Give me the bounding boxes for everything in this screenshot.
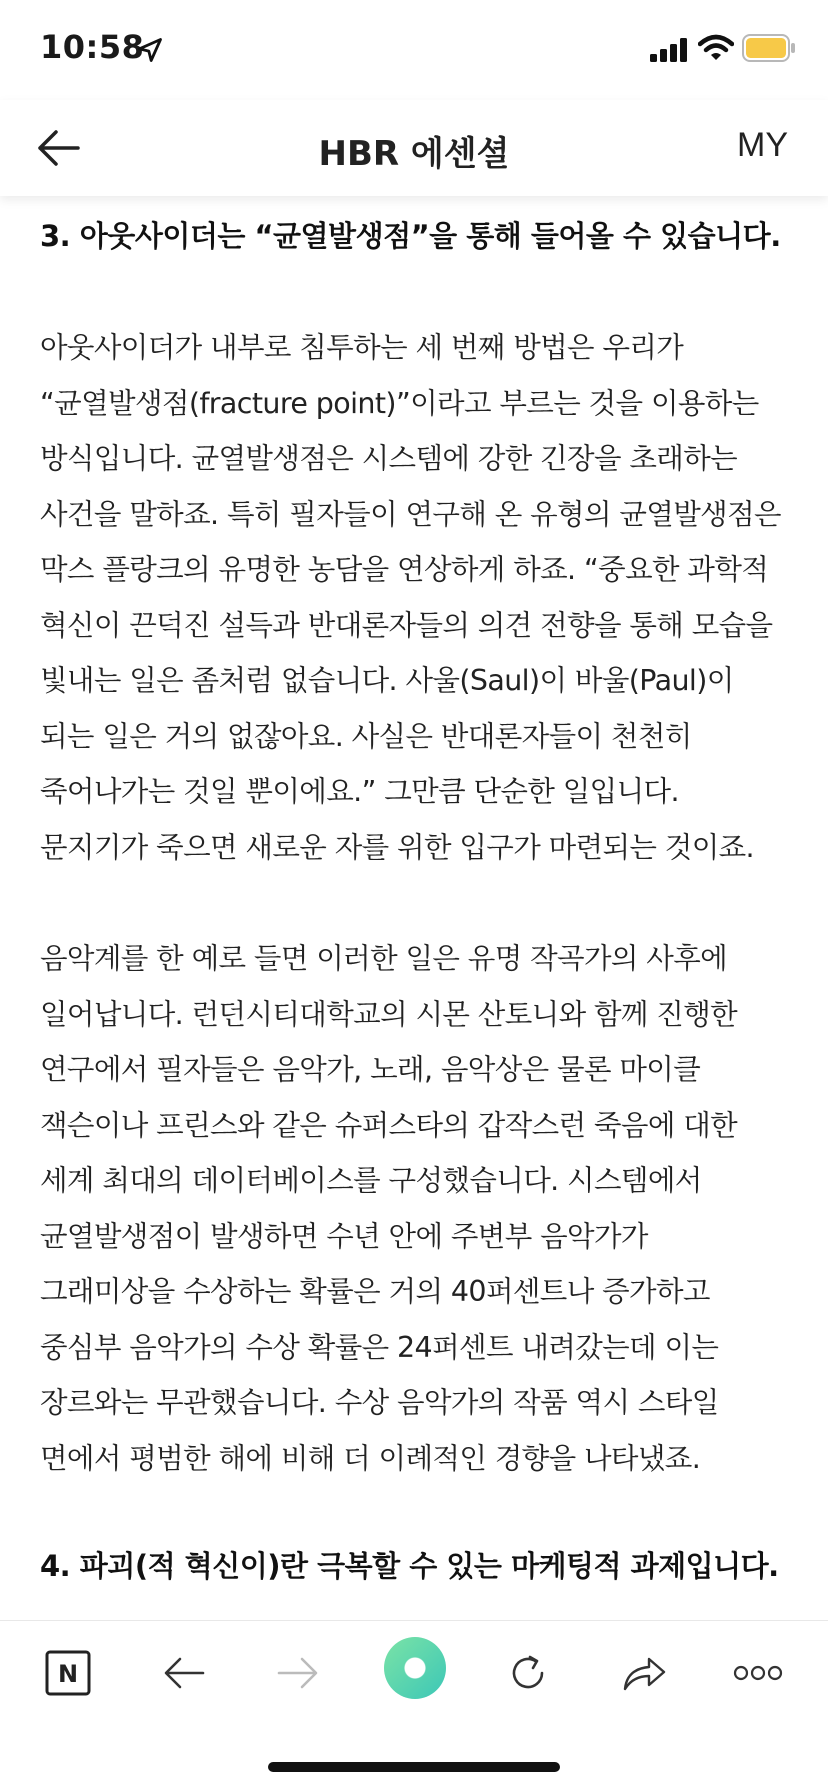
- refresh-button[interactable]: [502, 1647, 554, 1699]
- more-dots-icon: [733, 1663, 783, 1683]
- nav-bar: [0, 100, 828, 196]
- section-heading-4: 4. 파괴(적 혁신이)란 극복할 수 있는 마케팅적 과제입니다.: [40, 1549, 779, 1583]
- naver-n-icon: [45, 1650, 91, 1696]
- article-content: [0, 196, 828, 1620]
- wifi-icon: [698, 34, 734, 62]
- my-button[interactable]: MY: [737, 126, 788, 164]
- forward-arrow-icon: [277, 1656, 319, 1690]
- refresh-icon: [506, 1651, 550, 1695]
- page-title: HBR 에센셜: [318, 134, 510, 174]
- status-time: 10:58: [40, 28, 145, 66]
- share-button[interactable]: [618, 1647, 670, 1699]
- status-bar: [0, 0, 828, 100]
- home-green-dot-button[interactable]: [384, 1637, 446, 1699]
- signal-icon: [650, 38, 690, 62]
- section-heading-3: 3. 아웃사이더는 “균열발생점”을 통해 들어올 수 있습니다.: [40, 219, 781, 253]
- naver-n-label: N: [57, 1660, 79, 1688]
- bottom-toolbar: [0, 1620, 828, 1720]
- more-button[interactable]: [732, 1647, 784, 1699]
- naver-home-button[interactable]: [42, 1647, 94, 1699]
- home-indicator: [268, 1762, 560, 1772]
- battery-icon: [742, 34, 796, 62]
- location-arrow-icon: [136, 36, 164, 64]
- browser-forward-button[interactable]: [272, 1647, 324, 1699]
- article-paragraph-2: 음악계를 한 예로 들면 이러한 일은 유명 작곡가의 사후에 일어납니다. 런던시티대학교의 시몬 산토니와 함께 진행한 연구에서 필자들은 음악가, 노래, 음악상은 물론 마이클 잭슨이나 프린스와 같은 슈퍼스타의 갑작스런 죽음에 대한 세계 최대의 데이터베이스를 구성했습니다. 시스템에서 균열발생점이 발생하면 수년 안에 주변부 음악가가 그래미상을 수상하는 확률은 거의 40퍼센트나 증가하고 중심부 음악가의 수상 확률은 24퍼센트 내려갔는데 이는 장르와는 무관했습니다. 수상 음악가의 작품 역시 스타일 면에서 평범한 해에 비해 더 이례적인 경향을 나타냈죠.: [40, 942, 738, 1475]
- back-arrow-icon: [163, 1656, 205, 1690]
- share-icon: [621, 1653, 667, 1693]
- browser-back-button[interactable]: [158, 1647, 210, 1699]
- article-paragraph-1: 아웃사이더가 내부로 침투하는 세 번째 방법은 우리가 “균열발생점(fracture point)”이라고 부르는 것을 이용하는 방식입니다. 균열발생점은 시스템에 강한 긴장을 초래하는 사건을 말하죠. 특히 필자들이 연구해 온 유형의 균열발생점은 막스 플랑크의 유명한 농담을 연상하게 하죠. “중요한 과학적 혁신이 끈덕진 설득과 반대론자들의 의견 전향을 통해 모습을 빛내는 일은 좀처럼 없습니다. 사울(Saul)이 바울(Paul)이 되는 일은 거의 없잖아요. 사실은 반대론자들이 천천히 죽어나가는 것일 뿐이에요.” 그만큼 단순한 일입니다. 문지기가 죽으면 새로운 자를 위한 입구가 마련되는 것이죠.: [40, 331, 781, 864]
